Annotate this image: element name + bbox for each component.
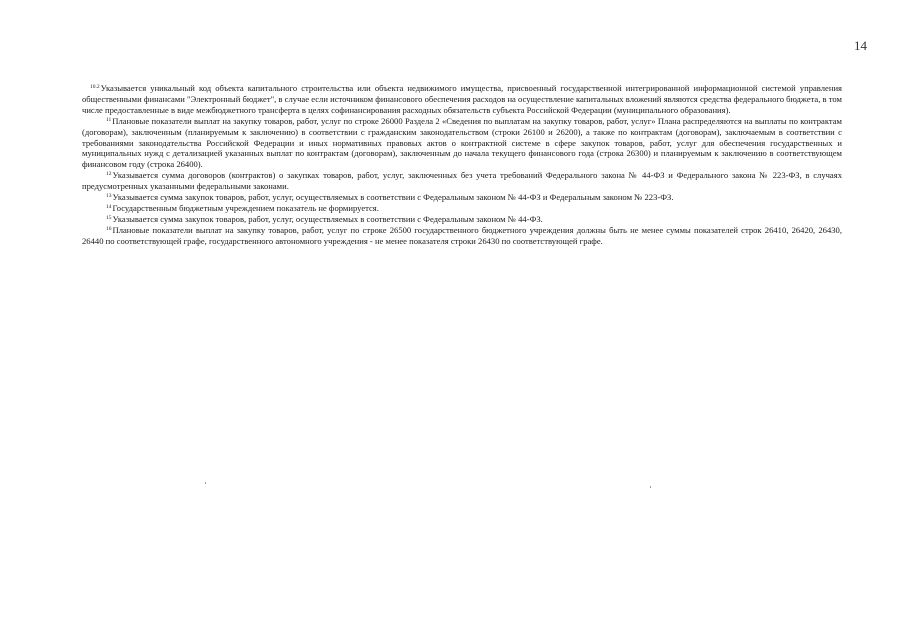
footnote-text: Плановые показатели выплат на закупку товаров, работ, услуг по строке 26500 государственного бюджетного учреждения должны быть не менее суммы показателей строк 26410, 26420, 26430, 26440 по соответствующей графе, государственного автономного учреждения - не менее показателя строки 26430 по соответствующей графе. xyxy=(82,224,842,246)
footnote-text: Указывается уникальный код объекта капитального строительства или объекта недвижимого имущества, присвоенный государственной интегрированной информационной системой управления общественными финансами "Электронный бюджет", в случае если источником финансового обеспечения расходов на осуществление капитальных вложений являются средства федерального бюджета, в том числе предоставленные в виде межбюджетного трансферта в целях софинансирования расходных обязательств субъекта Российской Федерации (муниципального образования). xyxy=(82,83,842,115)
footnote-text: Указывается сумма закупок товаров, работ, услуг, осуществляемых в соответствии с Федеральным законом № 44-ФЗ и Федеральным законом № 223-ФЗ. xyxy=(112,192,674,203)
footnote-marker: 12 xyxy=(106,171,112,178)
footnote-text: Указывается сумма договоров (контрактов) о закупках товаров, работ, услуг, заключенных без учета требований Федерального закона № 44-ФЗ и Федерального закона № 223-ФЗ, в случаях предусмотренных указанными федеральными законами. xyxy=(82,170,842,192)
footnote-13 xyxy=(82,192,842,203)
footnotes-section xyxy=(82,83,842,247)
scan-speck xyxy=(650,486,651,488)
footnote-marker: 13 xyxy=(106,193,112,200)
page-number: 14 xyxy=(854,38,867,53)
footnote-marker: 11 xyxy=(106,116,112,123)
footnote-12 xyxy=(82,170,842,192)
footnote-text: Указывается сумма закупок товаров, работ, услуг, осуществляемых в соответствии с Федеральным законом № 44-ФЗ. xyxy=(112,213,543,224)
footnote-11 xyxy=(82,116,842,171)
footnote-15 xyxy=(82,214,842,225)
footnote-marker: 16 xyxy=(106,225,112,232)
footnote-16 xyxy=(82,225,842,247)
footnote-marker: 14 xyxy=(106,203,112,210)
footnote-10-2 xyxy=(82,83,842,116)
footnote-marker: 15 xyxy=(106,214,112,221)
footnote-14 xyxy=(82,203,842,214)
footnote-text: Плановые показатели выплат на закупку товаров, работ, услуг по строке 26000 Раздела 2 «Сведения по выплатам на закупку товаров, работ, услуг» Плана распределяются на выплаты по контрактам (договорам), заключенным (планируемым к заключению) в соответствии с гражданским законодательством (строки 26100 и 26200), а также по контрактам (договорам), заключаемым в соответствии с требованиями законодательства Российской Федерации и иных нормативных правовых актов о контрактной системе в сфере закупок товаров, работ, услуг для обеспечения государственных и муниципальных нужд с детализацией указанных выплат по контрактам (договорам), заключенным до начала текущего финансового года (строка 26300) и планируемым к заключению в соответствующем финансовом году (строка 26400). xyxy=(82,115,842,170)
footnote-marker: 10.2 xyxy=(90,84,100,90)
scan-speck xyxy=(205,482,206,484)
footnote-text: Государственным бюджетным учреждением показатель не формируется. xyxy=(112,202,379,213)
